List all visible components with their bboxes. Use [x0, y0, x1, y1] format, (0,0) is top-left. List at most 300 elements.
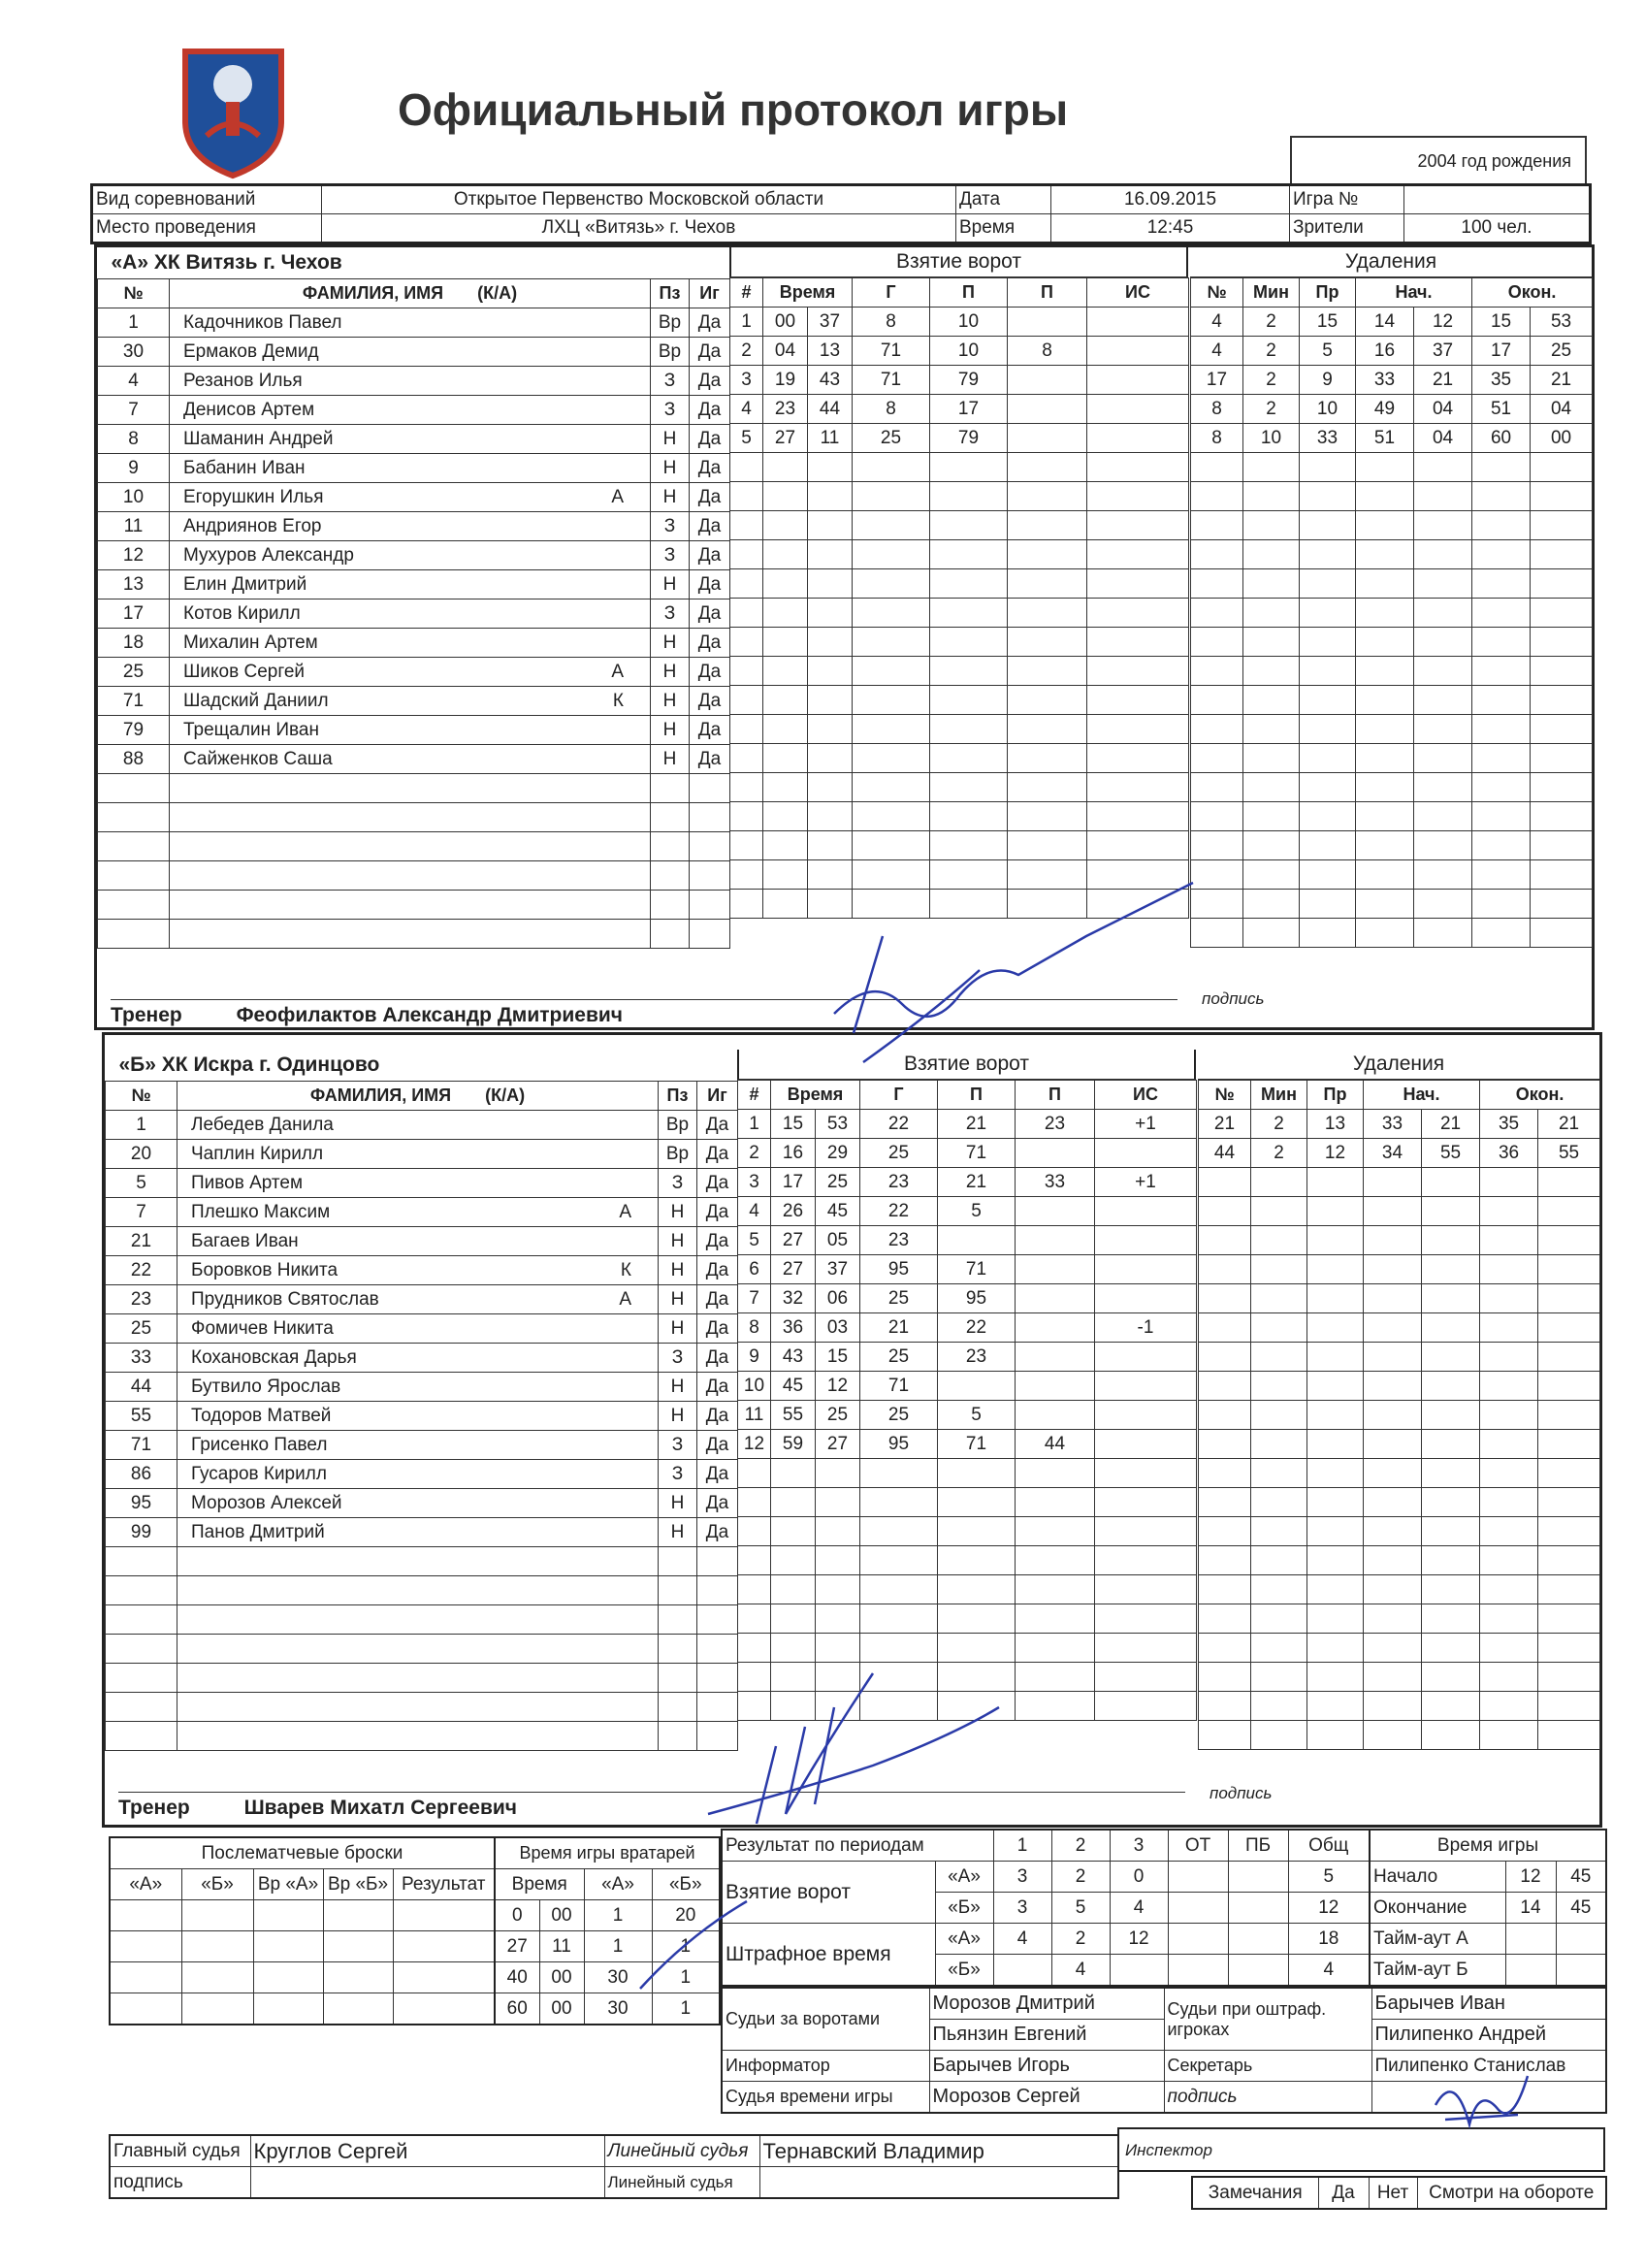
cell	[1191, 860, 1243, 890]
cell	[1356, 919, 1414, 948]
player-name-cell	[170, 599, 651, 629]
cell	[853, 686, 930, 715]
cell	[1480, 1604, 1538, 1634]
player-no: 86	[106, 1460, 177, 1489]
player-pz: Н	[651, 570, 690, 599]
cell: 4	[738, 1197, 771, 1226]
team-b-penalties-title: Удаления	[1198, 1050, 1599, 1080]
cell	[763, 802, 808, 831]
cell: 23	[938, 1343, 1016, 1372]
competition-value: Открытое Первенство Московской области	[322, 185, 956, 214]
cell	[1199, 1284, 1251, 1313]
goals-a-pb	[1228, 1862, 1288, 1893]
cell	[1199, 1517, 1251, 1546]
team-b-section	[102, 1032, 1602, 1828]
cell	[1472, 773, 1531, 802]
cell	[1008, 686, 1087, 715]
player-ig: Да	[697, 1111, 738, 1140]
periods-goals-label: Взятие ворот	[722, 1862, 935, 1924]
player-pz	[651, 891, 690, 920]
goal-col-time: Время	[763, 278, 853, 308]
cell: 27	[495, 1931, 539, 1962]
cell: 19	[763, 366, 808, 395]
player-ig: Да	[697, 1344, 738, 1373]
game-time-title: Время игры	[1370, 1830, 1606, 1862]
cell	[1538, 1721, 1600, 1750]
start-hour: 12	[1505, 1862, 1556, 1893]
cell	[1414, 569, 1472, 599]
place-value: ЛХЦ «Витязь» г. Чехов	[322, 214, 956, 243]
cell	[1199, 1692, 1251, 1721]
table-row	[730, 424, 1189, 453]
birth-year-box	[1290, 136, 1587, 184]
cell: +1	[1095, 1168, 1197, 1197]
cell	[1538, 1313, 1600, 1343]
cell	[1008, 744, 1087, 773]
cell	[1199, 1663, 1251, 1692]
table-row	[106, 1314, 738, 1344]
table-row	[98, 367, 730, 396]
cell	[1243, 831, 1300, 860]
chief-signature-label: подпись	[110, 2167, 250, 2199]
player-name-cell	[177, 1373, 659, 1402]
table-row	[98, 891, 730, 920]
player-name: Кадочников Павел	[183, 311, 342, 333]
cell	[853, 482, 930, 511]
cell	[763, 540, 808, 569]
cell: 4	[1191, 308, 1243, 337]
cell: 34	[1364, 1139, 1422, 1168]
player-no	[98, 774, 170, 803]
cell	[1480, 1459, 1538, 1488]
cell	[738, 1546, 771, 1575]
goals-a-ot	[1168, 1862, 1228, 1893]
table-row	[110, 1962, 495, 1993]
table-row	[98, 629, 730, 658]
cell	[1480, 1721, 1538, 1750]
cell: 4	[1191, 337, 1243, 366]
remarks-table	[1191, 2176, 1607, 2210]
cell	[930, 569, 1008, 599]
secretary-label: Секретарь	[1164, 2051, 1371, 2082]
cell	[1531, 482, 1593, 511]
table-row	[98, 687, 730, 716]
cell	[938, 1604, 1016, 1634]
periods-title: Результат по периодам	[722, 1830, 993, 1862]
cell	[930, 482, 1008, 511]
player-name: Плешко Максим	[191, 1201, 331, 1222]
player-no	[106, 1605, 177, 1635]
cell	[1414, 890, 1472, 919]
cell: 17	[1191, 366, 1243, 395]
player-no: 13	[98, 570, 170, 599]
cell: 23	[860, 1226, 938, 1255]
table-row	[1199, 1168, 1600, 1197]
cell	[738, 1459, 771, 1488]
cell	[323, 1931, 393, 1962]
cell	[1356, 453, 1414, 482]
player-ig	[690, 832, 730, 861]
cell	[1251, 1168, 1307, 1197]
cell: 60	[495, 1993, 539, 2025]
goal-col-assist2: П	[1008, 278, 1087, 308]
table-row	[1199, 1604, 1600, 1634]
cell	[1199, 1226, 1251, 1255]
cell	[181, 1931, 253, 1962]
player-no: 20	[106, 1140, 177, 1169]
cell	[1251, 1517, 1307, 1546]
cell	[808, 715, 853, 744]
table-row	[738, 1604, 1197, 1634]
table-row	[730, 860, 1189, 890]
cell: 17	[771, 1168, 816, 1197]
date-value: 16.09.2015	[1051, 185, 1290, 214]
player-no: 10	[98, 483, 170, 512]
cell	[1008, 453, 1087, 482]
cell: 95	[860, 1255, 938, 1284]
cell	[763, 511, 808, 540]
cell	[938, 1546, 1016, 1575]
cell	[1191, 599, 1243, 628]
table-row	[730, 744, 1189, 773]
cell: 13	[1307, 1110, 1364, 1139]
cell	[110, 1931, 181, 1962]
cell: 1	[584, 1931, 652, 1962]
cell	[1087, 628, 1189, 657]
player-name-cell	[170, 338, 651, 367]
team-a-caption: «А» ХК Витязь г. Чехов	[98, 247, 730, 279]
cell	[1414, 686, 1472, 715]
player-pz: Н	[651, 745, 690, 774]
player-no: 95	[106, 1489, 177, 1518]
officials-signature-cell	[1371, 2082, 1606, 2114]
pen-col-reason: Пр	[1307, 1081, 1364, 1110]
player-ig: Да	[697, 1489, 738, 1518]
player-pz: З	[651, 541, 690, 570]
player-no: 55	[106, 1402, 177, 1431]
cell	[1356, 628, 1414, 657]
shootout-table	[109, 1836, 496, 2025]
goals-a-p2: 2	[1051, 1862, 1110, 1893]
table-row	[495, 1993, 720, 2025]
table-row	[1191, 715, 1593, 744]
table-row	[730, 453, 1189, 482]
player-pz: Н	[651, 658, 690, 687]
page-title: Официальный протокол игры	[398, 84, 1069, 135]
cell: 04	[1531, 395, 1593, 424]
cell	[1414, 657, 1472, 686]
cell	[763, 569, 808, 599]
cell	[1008, 511, 1087, 540]
cell	[1364, 1546, 1422, 1575]
player-pz: Н	[651, 483, 690, 512]
cell	[1538, 1168, 1600, 1197]
player-name: Шадский Даниил	[183, 690, 329, 711]
cell	[1356, 860, 1414, 890]
cell	[808, 686, 853, 715]
cell	[1016, 1401, 1095, 1430]
cell	[1008, 715, 1087, 744]
player-ig: Да	[690, 338, 730, 367]
player-pz: Н	[651, 716, 690, 745]
table-row	[106, 1576, 738, 1605]
cell	[853, 744, 930, 773]
cell	[1087, 715, 1189, 744]
cell	[808, 831, 853, 860]
cell: 9	[738, 1343, 771, 1372]
cell	[1538, 1197, 1600, 1226]
player-pz	[659, 1664, 697, 1693]
player-pz: Н	[659, 1518, 697, 1547]
cell	[930, 890, 1008, 919]
table-row	[98, 599, 730, 629]
cell	[808, 802, 853, 831]
cell	[1538, 1226, 1600, 1255]
cell	[730, 831, 763, 860]
cell	[1199, 1575, 1251, 1604]
cell: 29	[816, 1139, 860, 1168]
player-name-cell	[170, 629, 651, 658]
cell	[938, 1663, 1016, 1692]
cell	[1472, 744, 1531, 773]
player-ig: Да	[690, 425, 730, 454]
cell: 30	[584, 1962, 652, 1993]
cell	[110, 1962, 181, 1993]
cell	[1480, 1575, 1538, 1604]
cell	[1300, 715, 1356, 744]
player-name-cell	[170, 861, 651, 891]
cell	[1480, 1313, 1538, 1343]
line-judge-label-2: Линейный судья	[604, 2167, 759, 2199]
team-b-penalties-block	[1198, 1050, 1599, 1802]
timeout-b-h	[1505, 1955, 1556, 1987]
table-row	[1199, 1401, 1600, 1430]
cell	[1472, 919, 1531, 948]
cell	[930, 599, 1008, 628]
cell	[1300, 540, 1356, 569]
referees-table	[109, 2134, 1119, 2199]
cell	[1531, 890, 1593, 919]
table-row	[738, 1575, 1197, 1604]
cell	[1251, 1692, 1307, 1721]
table-row	[738, 1168, 1197, 1197]
player-pz: З	[659, 1460, 697, 1489]
cell	[1472, 890, 1531, 919]
player-name-cell	[177, 1402, 659, 1431]
cell: 27	[771, 1255, 816, 1284]
cell	[860, 1663, 938, 1692]
cell	[1251, 1604, 1307, 1634]
cell: 25	[816, 1168, 860, 1197]
cell	[1538, 1284, 1600, 1313]
cell: 25	[860, 1139, 938, 1168]
cell	[730, 540, 763, 569]
player-no: 4	[98, 367, 170, 396]
table-row	[730, 337, 1189, 366]
cell	[1422, 1372, 1480, 1401]
competition-label: Вид соревнований	[92, 185, 322, 214]
cell: 36	[771, 1313, 816, 1343]
cell	[1251, 1430, 1307, 1459]
cell	[1414, 540, 1472, 569]
cell	[1364, 1459, 1422, 1488]
player-name: Прудников Святослав	[191, 1288, 379, 1310]
cell	[1087, 395, 1189, 424]
cell	[1008, 424, 1087, 453]
cell	[816, 1692, 860, 1721]
cell	[1008, 802, 1087, 831]
cell: 12	[816, 1372, 860, 1401]
game-time-table	[1369, 1829, 1607, 1987]
pen-col-end: Окон.	[1480, 1081, 1600, 1110]
shootout-col-b: «Б»	[181, 1869, 253, 1900]
cell	[1095, 1692, 1197, 1721]
table-row	[106, 1344, 738, 1373]
cell	[853, 860, 930, 890]
cell: 03	[816, 1313, 860, 1343]
player-ig	[697, 1693, 738, 1722]
cell	[1356, 482, 1414, 511]
cell	[1016, 1488, 1095, 1517]
cell	[1307, 1372, 1364, 1401]
cell	[1414, 482, 1472, 511]
team-a-section	[94, 244, 1595, 1030]
col-position: Пз	[651, 279, 690, 308]
table-row	[730, 628, 1189, 657]
cell: 71	[853, 337, 930, 366]
player-name: Резанов Илья	[183, 370, 303, 391]
start-label: Начало	[1370, 1862, 1505, 1893]
table-row	[1199, 1139, 1600, 1168]
cell	[1472, 599, 1531, 628]
col-played: Иг	[697, 1082, 738, 1111]
table-row	[738, 1517, 1197, 1546]
cell: 00	[539, 1900, 584, 1931]
player-name-cell	[177, 1140, 659, 1169]
cell	[1531, 773, 1593, 802]
cell	[1087, 482, 1189, 511]
cell	[1307, 1343, 1364, 1372]
cell	[930, 802, 1008, 831]
cell	[1008, 308, 1087, 337]
cell	[853, 890, 930, 919]
cell: 37	[1414, 337, 1472, 366]
table-row	[98, 396, 730, 425]
cell	[1307, 1663, 1364, 1692]
player-no	[106, 1635, 177, 1664]
cell	[730, 482, 763, 511]
cell	[1480, 1197, 1538, 1226]
table-row	[738, 1488, 1197, 1517]
cell: 11	[539, 1931, 584, 1962]
cell: 8	[853, 395, 930, 424]
cell: 27	[771, 1226, 816, 1255]
table-row	[98, 308, 730, 338]
cell	[816, 1517, 860, 1546]
cell: 8	[853, 308, 930, 337]
cell	[1364, 1692, 1422, 1721]
table-row	[106, 1635, 738, 1664]
cell: 10	[930, 337, 1008, 366]
cell	[816, 1634, 860, 1663]
cell: 21	[1199, 1110, 1251, 1139]
cell	[1008, 482, 1087, 511]
table-row	[106, 1227, 738, 1256]
cell	[853, 511, 930, 540]
cell: 15	[1472, 308, 1531, 337]
cell	[1243, 919, 1300, 948]
table-row	[1199, 1110, 1600, 1139]
cell	[1538, 1692, 1600, 1721]
cell	[1364, 1634, 1422, 1663]
player-name-cell	[170, 454, 651, 483]
table-row	[1191, 860, 1593, 890]
header-table	[90, 183, 1592, 244]
team-a-penalties-title: Удаления	[1190, 247, 1592, 277]
line-judge-label-1: Линейный судья	[604, 2135, 759, 2167]
period-1-header: 1	[993, 1830, 1051, 1862]
player-pz: Н	[659, 1489, 697, 1518]
cell	[1538, 1459, 1600, 1488]
player-pz: Н	[659, 1402, 697, 1431]
cell	[1251, 1226, 1307, 1255]
pen-col-no: №	[1191, 278, 1243, 308]
cell: 25	[860, 1343, 938, 1372]
player-ig	[697, 1576, 738, 1605]
cell	[1364, 1343, 1422, 1372]
cell	[1191, 802, 1243, 831]
cell	[1016, 1139, 1095, 1168]
cell	[1414, 715, 1472, 744]
cell	[1300, 890, 1356, 919]
remarks-label: Замечания	[1192, 2177, 1318, 2209]
cell	[1243, 599, 1300, 628]
team-b-goals-table	[737, 1080, 1197, 1721]
table-row	[738, 1372, 1197, 1401]
player-pz	[651, 861, 690, 891]
player-name: Бутвило Ярослав	[191, 1376, 341, 1397]
cell: 8	[1191, 424, 1243, 453]
table-row	[98, 716, 730, 745]
cell	[1480, 1226, 1538, 1255]
shootout-title: Послематчевые броски	[110, 1837, 495, 1869]
table-row	[495, 1931, 720, 1962]
cell: 55	[771, 1401, 816, 1430]
cell	[1016, 1692, 1095, 1721]
cell	[816, 1604, 860, 1634]
cell	[1538, 1604, 1600, 1634]
cell	[1364, 1197, 1422, 1226]
cell	[730, 860, 763, 890]
table-row	[1199, 1663, 1600, 1692]
player-name-cell	[177, 1227, 659, 1256]
cell	[1531, 686, 1593, 715]
overtime-header: ОТ	[1168, 1830, 1228, 1862]
player-ig: Да	[690, 658, 730, 687]
player-role: К	[612, 690, 624, 711]
player-role: А	[611, 486, 624, 507]
cell	[1016, 1634, 1095, 1663]
table-row	[110, 1900, 495, 1931]
player-name: Трещалин Иван	[183, 719, 319, 740]
cell: 71	[860, 1372, 938, 1401]
cell	[1531, 831, 1593, 860]
pen-a-ot	[1168, 1924, 1228, 1955]
cell	[1199, 1372, 1251, 1401]
cell: 59	[771, 1430, 816, 1459]
table-row	[1191, 569, 1593, 599]
cell	[1095, 1343, 1197, 1372]
